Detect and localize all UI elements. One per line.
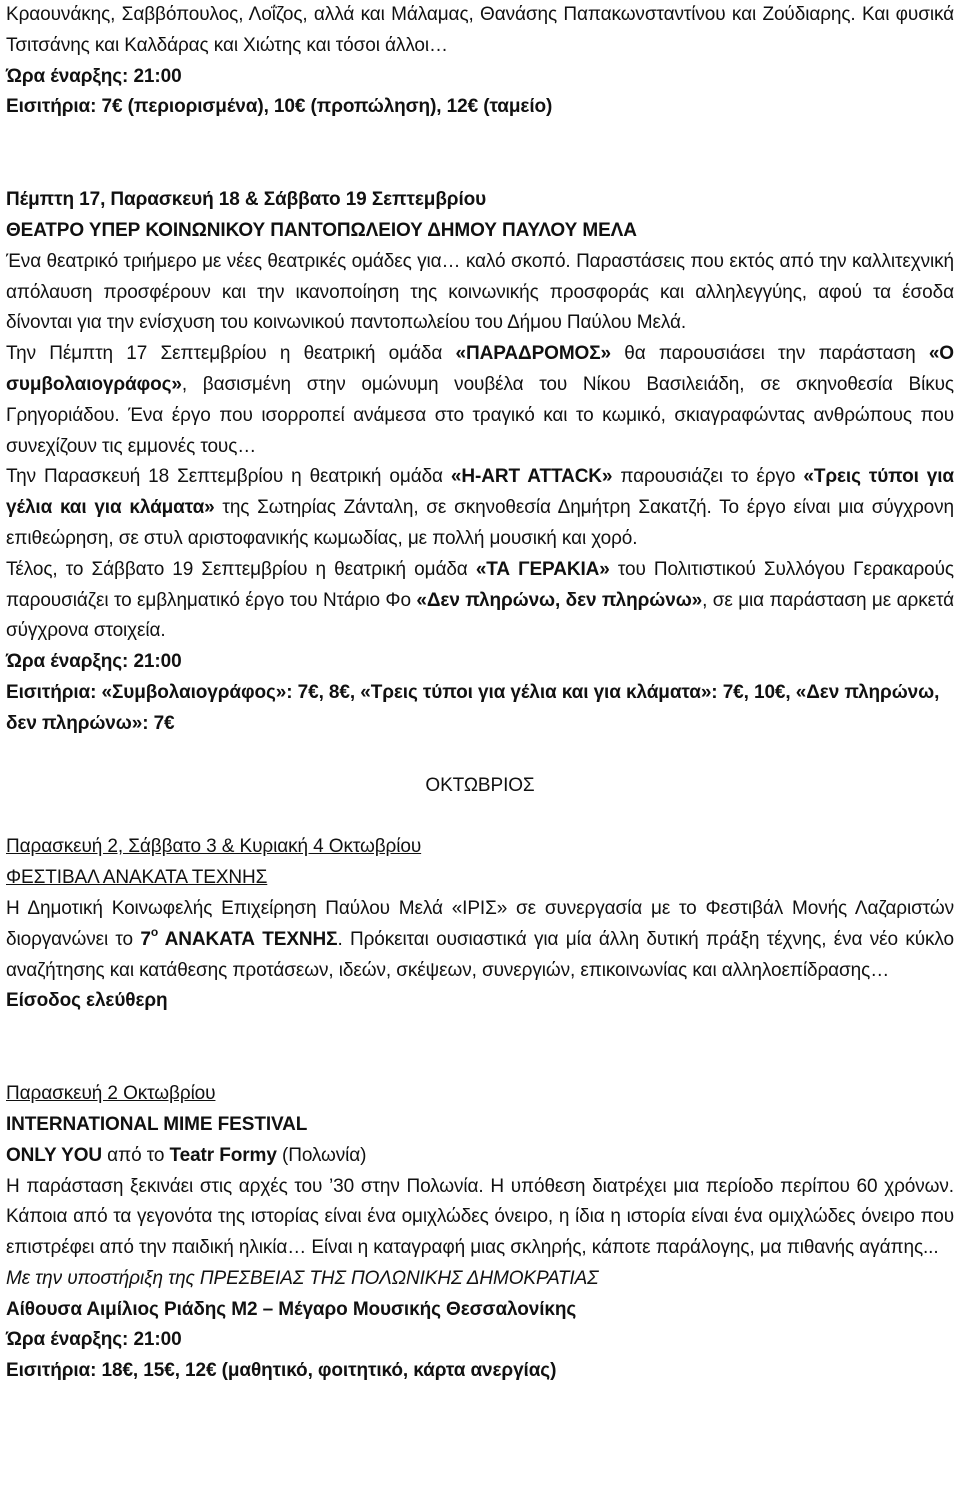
event2-dates: Παρασκευή 2, Σάββατο 3 & Κυριακή 4 Οκτωβρίου — [6, 836, 422, 858]
event1-p3-text2: του Πολιτιστικού Συλλόγου Γερακαρούς παρουσιάζει το εμβληματικό έργο του Ντάριο Φο — [6, 558, 954, 611]
event1-p2-play: «Τρεις τύποι για γέλια και για κλάματα» — [6, 466, 954, 519]
event1-subtitle: Ένα θεατρικό τριήμερο με νέες θεατρικές ομάδες για… καλό σκοπό. — [6, 250, 571, 272]
event1-thursday-paragraph — [6, 339, 954, 462]
event3-from: από το — [102, 1144, 170, 1166]
event1-p2-text2: παρουσιάζει το έργο — [612, 466, 804, 488]
event2-entry: Είσοδος ελεύθερη — [6, 990, 168, 1012]
event1-p2-text3: της Σωτηρίας Ζάνταλη, σε σκηνοθεσία Δημήτρη Σακατζή. Το έργο είναι μια σύγχρονη επιθεώρηση, σε στυλ αριστοφανικής κωμωδίας, με πολλή μουσική και χορό. — [6, 497, 954, 549]
event1-p3-text: Τέλος, το Σάββατο 19 Σεπτεμβρίου η θεατρική ομάδα — [6, 558, 476, 580]
event1-p1-play: «Ο συμβολαιογράφος» — [6, 343, 954, 395]
intro-start-time: Ώρα έναρξης: 21:00 — [6, 65, 182, 87]
month-heading: ΟΚΤΩΒΡΙΟΣ — [425, 774, 535, 796]
event3-festival: INTERNATIONAL MIME FESTIVAL — [6, 1113, 308, 1135]
event1-friday-paragraph — [6, 462, 954, 554]
event3-support: Με την υποστήριξη της ΠΡΕΣΒΕΙΑΣ ΤΗΣ ΠΟΛΩΝΙΚΗΣ ΔΗΜΟΚΡΑΤΙΑΣ — [6, 1267, 599, 1289]
event3-tickets: Εισιτήρια: 18€, 15€, 12€ (μαθητικό, φοιτητικό, κάρτα ανεργίας) — [6, 1360, 557, 1382]
event2-desc-text2: . Πρόκειται ουσιαστικά για μία άλλη δυτική πράξη τέχνης, ένα νέο κύκλο αναζήτησης και κατάθεσης προτάσεων, ιδεών, σκέψεων, συνεργιών, επικοινωνίας και αλληλοεπίδρασης… — [6, 928, 954, 981]
event1-p1-text: Την Πέμπτη 17 Σεπτεμβρίου η θεατρική ομάδα — [6, 343, 456, 365]
event2-title: ΦΕΣΤΙΒΑΛ ΑΝΑΚΑΤΑ ΤΕΧΝΗΣ — [6, 867, 268, 889]
event2-desc-text: Η Δημοτική Κοινωφελής Επιχείρηση Παύλου Μελά «ΙΡΙΣ» σε συνεργασία με το Φεστιβάλ Μονής Λαζαριστών διοργανώνει το — [6, 897, 954, 950]
event2-edition-number: 7 — [140, 928, 151, 950]
event3-company: Teatr Formy — [169, 1144, 277, 1166]
event1-p1-group: «ΠΑΡΑΔΡΟΜΟΣ» — [455, 343, 611, 365]
event3-date: Παρασκευή 2 Οκτωβρίου — [6, 1083, 216, 1105]
event1-p3-text3: , σε μια παράσταση με αρκετά σύγχρονα στοιχεία. — [6, 589, 954, 642]
event3-country: (Πολωνία) — [276, 1144, 367, 1166]
event1-p2-group: «H-ART ATTACK» — [450, 466, 613, 488]
event1-venue: ΘΕΑΤΡΟ ΥΠΕΡ ΚΟΙΝΩΝΙΚΟΥ ΠΑΝΤΟΠΩΛΕΙΟΥ ΔΗΜΟΥ ΠΑΥΛΟΥ ΜΕΛΑ — [6, 219, 637, 241]
event2-description — [6, 894, 954, 986]
event1-p3-group: «ΤΑ ΓΕΡΑΚΙΑ» — [475, 558, 610, 580]
event3-show-line — [6, 1141, 954, 1172]
event2-edition-suffix: ο — [150, 925, 159, 940]
event3-show: ONLY YOU — [6, 1144, 102, 1166]
event2-festival-name: ΑΝΑΚΑΤΑ ΤΕΧΝΗΣ — [158, 928, 338, 950]
event3-start-time: Ώρα έναρξης: 21:00 — [6, 1329, 182, 1351]
event1-p2-text: Την Παρασκευή 18 Σεπτεμβρίου η θεατρική ομάδα — [6, 466, 451, 488]
event1-description — [6, 247, 954, 339]
event1-p1-text2: θα παρουσιάσει την παράσταση — [611, 343, 929, 365]
event1-desc: Παραστάσεις που εκτός από την καλλιτεχνική απόλαυση προσφέρουν και την ικανοποίηση της κοινωνικής προσφοράς και αλληλεγγύης, αφού τα έσοδα δίνονται για την ενίσχυση του κοινωνικού παντοπωλείου του Δήμου Παύλου Μελά. — [6, 250, 955, 334]
intro-tickets: Εισιτήρια: 7€ (περιορισμένα), 10€ (προπώληση), 12€ (ταμείο) — [6, 96, 553, 118]
event1-saturday-paragraph — [6, 555, 954, 647]
event3-description: Η παράσταση ξεκινάει στις αρχές του ’30 στην Πολωνία. Η υπόθεση διατρέχει μια περίοδο περίπου 60 χρόνων. Κάποια από τα γεγονότα της ιστορίας είναι ένα ομιχλώδες όνειρο, η ίδια η ιστορία είναι ένα ομιχλώδες όνειρο που επιστρέφει από την παιδική ηλικία… Είναι η καταγραφή μιας σκληρής, κάποτε παράλογης, μα πιθανής αγάπης... — [6, 1175, 954, 1259]
event1-dates: Πέμπτη 17, Παρασκευή 18 & Σάββατο 19 Σεπτεμβρίου — [6, 189, 487, 211]
event1-p3-play: «Δεν πληρώνω, δεν πληρώνω» — [416, 589, 703, 611]
event1-start-time: Ώρα έναρξης: 21:00 — [6, 651, 182, 673]
event1-tickets: Εισιτήρια: «Συμβολαιογράφος»: 7€, 8€, «Τρεις τύποι για γέλια και για κλάματα»: 7€, 10€, «Δεν πληρώνω, δεν πληρώνω»: 7€ — [6, 681, 940, 734]
event3-hall: Αίθουσα Αιμίλιος Ριάδης Μ2 – Μέγαρο Μουσικής Θεσσαλονίκης — [6, 1298, 577, 1320]
intro-text: Κραουνάκης, Σαββόπουλος, Λοΐζος, αλλά και Μάλαμας, Θανάσης Παπακωνσταντίνου και Ζούδιαρης. Και φυσικά Τσιτσάνης και Καλδάρας και Χιώτης και τόσοι άλλοι… — [6, 4, 954, 56]
event1-p1-text3: , βασισμένη στην ομώνυμη νουβέλα του Νίκου Βασιλειάδη, σε σκηνοθεσία Βίκυς Γρηγοριάδου. Ένα έργο που ισορροπεί ανάμεσα στο τραγικό και το κωμικό, σκιαγραφώντας ανθρώπους που συνεχίζουν τις εμμονές τους… — [6, 373, 954, 457]
